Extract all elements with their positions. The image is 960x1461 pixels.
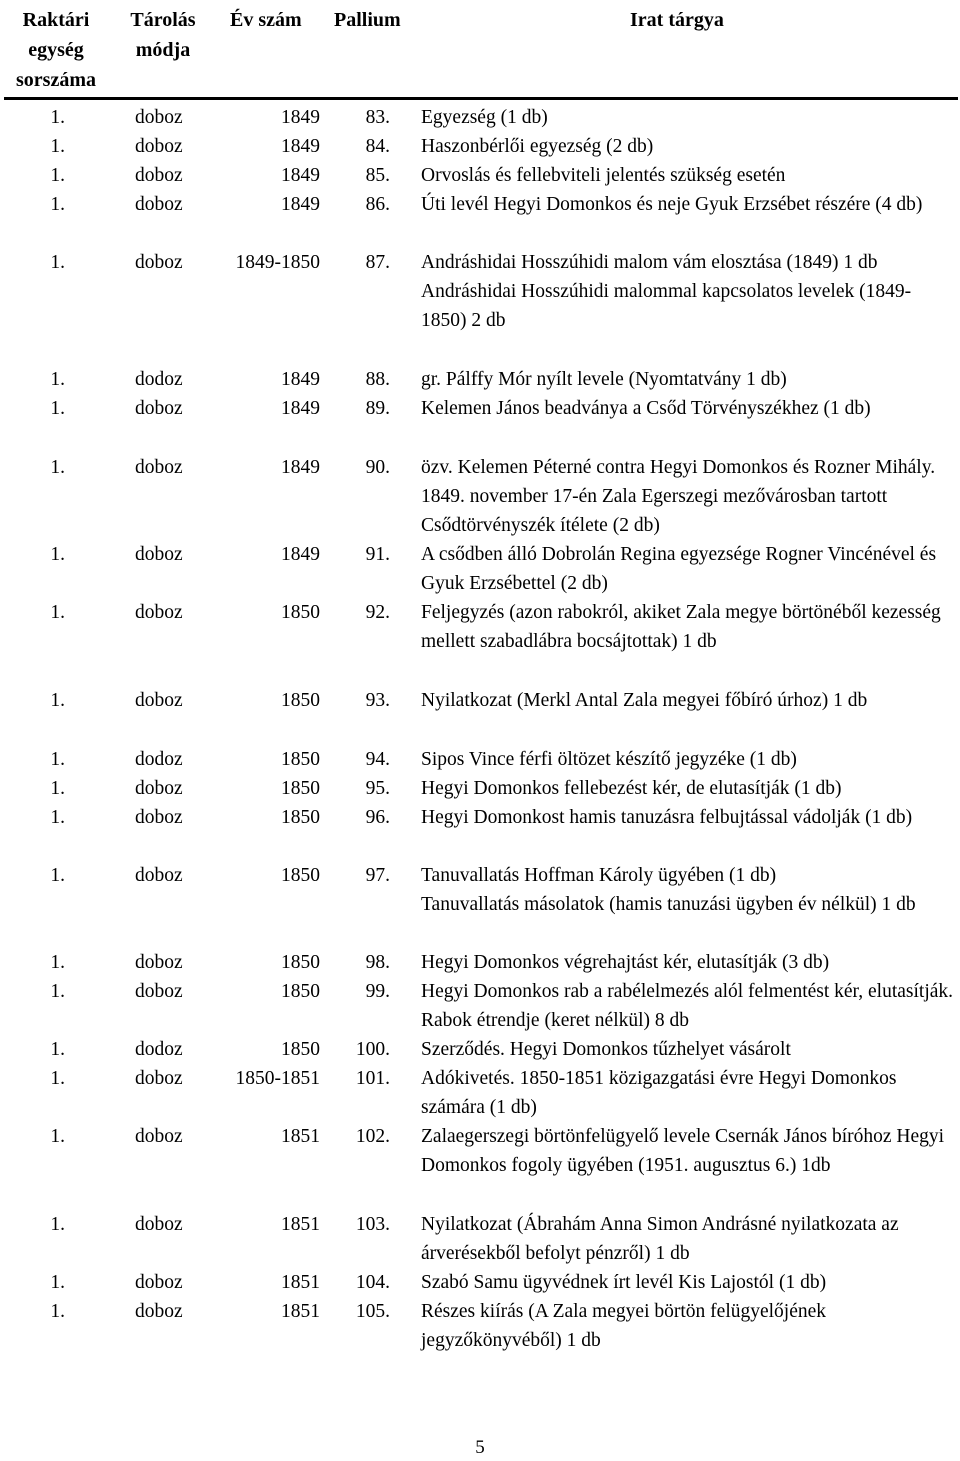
pallium-number: 102.	[355, 1126, 390, 1147]
year: 1849	[281, 457, 320, 478]
pallium-number: 104.	[355, 1272, 390, 1293]
table-row	[0, 394, 960, 423]
year: 1850	[281, 690, 320, 711]
table-row	[0, 365, 960, 394]
year: 1851	[281, 1301, 320, 1322]
document-subject	[421, 977, 956, 1035]
unit-number: 1.	[50, 1068, 65, 1089]
unit-number: 1.	[50, 1301, 65, 1322]
subject-line: Nyilatkozat (Ábrahám Anna Simon Andrásné nyilatkozata az árverésekből befolyt pénzről) 1 db	[421, 1214, 899, 1264]
table-row	[0, 1122, 960, 1180]
subject-line: Zalaegerszegi börtönfelügyelő levele Csernák János bíróhoz Hegyi Domonkos fogoly ügyében (1951. augusztus 6.) 1db	[421, 1126, 945, 1176]
document-subject	[421, 1210, 956, 1268]
storage-method: doboz	[135, 690, 183, 711]
unit-number: 1.	[50, 749, 65, 770]
pallium-number: 93.	[365, 690, 390, 711]
document-subject	[421, 1035, 956, 1064]
subject-line: Andráshidai Hosszúhidi malommal kapcsolatos levelek (1849-1850) 2 db	[421, 281, 912, 331]
pallium-number: 91.	[365, 544, 390, 565]
table-row	[0, 1210, 960, 1268]
subject-line: Hegyi Domonkos rab a rabélelmezés alól felmentést kér, elutasítják. Rabok étrendje (keret nélkül) 8 db	[421, 981, 954, 1031]
year: 1851	[281, 1214, 320, 1235]
unit-number: 1.	[50, 398, 65, 419]
unit-number: 1.	[50, 107, 65, 128]
unit-number: 1.	[50, 981, 65, 1002]
unit-number: 1.	[50, 1039, 65, 1060]
pallium-number: 99.	[365, 981, 390, 1002]
subject-line: Tanuvallatás másolatok (hamis tanuzási ügyben év nélkül) 1 db	[421, 894, 916, 915]
pallium-number: 100.	[355, 1039, 390, 1060]
year: 1849	[281, 544, 320, 565]
storage-method: dodoz	[135, 749, 183, 770]
pallium-number: 96.	[365, 807, 390, 828]
year: 1850	[281, 749, 320, 770]
unit-number: 1.	[50, 1214, 65, 1235]
storage-method: doboz	[135, 136, 183, 157]
table-header	[0, 0, 960, 100]
year: 1850	[281, 952, 320, 973]
subject-line: Szerződés. Hegyi Domonkos tűzhelyet vásárolt	[421, 1039, 791, 1060]
subject-line: Adókivetés. 1850-1851 közigazgatási évre Hegyi Domonkos számára (1 db)	[421, 1068, 897, 1118]
subject-line: Szabó Samu ügyvédnek írt levél Kis Lajostól (1 db)	[421, 1272, 827, 1293]
document-subject	[421, 1268, 956, 1297]
unit-number: 1.	[50, 690, 65, 711]
table-row	[0, 774, 960, 803]
subject-line: Sipos Vince férfi öltözet készítő jegyzéke (1 db)	[421, 749, 797, 770]
year: 1850	[281, 778, 320, 799]
unit-number: 1.	[50, 865, 65, 886]
storage-method: doboz	[135, 107, 183, 128]
table-row	[0, 977, 960, 1035]
unit-number: 1.	[50, 252, 65, 273]
subject-line: Feljegyzés (azon rabokról, akiket Zala megye börtönéből kezesség mellett szabadlábra bocsájtottak) 1 db	[421, 602, 941, 652]
storage-method: doboz	[135, 1214, 183, 1235]
document-subject	[421, 161, 956, 190]
document-subject	[421, 1297, 956, 1355]
year: 1850	[281, 981, 320, 1002]
document-subject	[421, 803, 956, 832]
document-subject	[421, 1122, 956, 1180]
subject-line: Hegyi Domonkos végrehajtást kér, elutasítják (3 db)	[421, 952, 830, 973]
pallium-number: 87.	[365, 252, 390, 273]
year: 1850	[281, 807, 320, 828]
table-row	[0, 190, 960, 248]
pallium-number: 86.	[365, 194, 390, 215]
unit-number: 1.	[50, 778, 65, 799]
subject-line: Egyezség (1 db)	[421, 107, 548, 128]
storage-method: doboz	[135, 544, 183, 565]
table-body	[0, 103, 960, 1355]
storage-method: doboz	[135, 1301, 183, 1322]
storage-method: doboz	[135, 252, 183, 273]
pallium-number: 92.	[365, 602, 390, 623]
year: 1849	[281, 136, 320, 157]
table-row	[0, 686, 960, 715]
storage-method: doboz	[135, 1126, 183, 1147]
unit-number: 1.	[50, 1126, 65, 1147]
pallium-number: 97.	[365, 865, 390, 886]
year: 1849	[281, 369, 320, 390]
storage-method: doboz	[135, 778, 183, 799]
subject-line: Hegyi Domonkos fellebezést kér, de elutasítják (1 db)	[421, 778, 842, 799]
document-subject	[421, 103, 956, 132]
pallium-number: 89.	[365, 398, 390, 419]
pallium-number: 101.	[355, 1068, 390, 1089]
subject-line: Tanuvallatás Hoffman Károly ügyében (1 db)	[421, 865, 777, 886]
subject-line: Nyilatkozat (Merkl Antal Zala megyei főbíró úrhoz) 1 db	[421, 690, 868, 711]
table-row	[0, 1268, 960, 1297]
table-row	[0, 861, 960, 948]
table-row	[0, 103, 960, 132]
document-subject	[421, 540, 956, 598]
year: 1851	[281, 1126, 320, 1147]
subject-line: Úti levél Hegyi Domonkos és neje Gyuk Erzsébet részére (4 db)	[421, 194, 923, 215]
subject-line: Hegyi Domonkost hamis tanuzásra felbujtással vádolják (1 db)	[421, 807, 913, 828]
subject-line: Részes kiírás (A Zala megyei börtön felügyelőjének jegyzőkönyvéből) 1 db	[421, 1301, 827, 1351]
subject-line: Haszonbérlői egyezség (2 db)	[421, 136, 654, 157]
document-subject	[421, 190, 956, 219]
document-subject	[421, 394, 956, 423]
year: 1851	[281, 1272, 320, 1293]
pallium-number: 90.	[365, 457, 390, 478]
document-subject	[421, 1064, 956, 1122]
unit-number: 1.	[50, 136, 65, 157]
document-subject	[421, 745, 956, 774]
subject-line: A csődben álló Dobrolán Regina egyezsége Rogner Vincénével és Gyuk Erzsébettel (2 db)	[421, 544, 937, 594]
unit-number: 1.	[50, 165, 65, 186]
table-row	[0, 1297, 960, 1355]
subject-line: özv. Kelemen Péterné contra Hegyi Domonkos és Rozner Mihály. 1849. november 17-én Zala Egerszegi mezővárosban tartott Csődtörvényszék ítélete (2 db)	[421, 457, 936, 536]
storage-method: doboz	[135, 807, 183, 828]
header-document-subject: Irat tárgya	[630, 9, 724, 31]
pallium-number: 95.	[365, 778, 390, 799]
storage-method: doboz	[135, 602, 183, 623]
pallium-number: 84.	[365, 136, 390, 157]
subject-line: Kelemen János beadványa a Csőd Törvényszékhez (1 db)	[421, 398, 871, 419]
header-year: Év szám	[230, 9, 302, 31]
year: 1850	[281, 602, 320, 623]
table-row	[0, 598, 960, 656]
pallium-number: 98.	[365, 952, 390, 973]
year: 1850	[281, 1039, 320, 1060]
year: 1849	[281, 398, 320, 419]
pallium-number: 88.	[365, 369, 390, 390]
unit-number: 1.	[50, 544, 65, 565]
unit-number: 1.	[50, 369, 65, 390]
storage-method: doboz	[135, 457, 183, 478]
pallium-number: 105.	[355, 1301, 390, 1322]
year: 1850	[281, 865, 320, 886]
unit-number: 1.	[50, 602, 65, 623]
header-storage-method: Tárolás módja	[130, 9, 196, 61]
storage-method: dodoz	[135, 369, 183, 390]
year: 1850-1851	[235, 1068, 320, 1089]
year: 1849-1850	[235, 252, 320, 273]
storage-method: doboz	[135, 1068, 183, 1089]
document-subject	[421, 774, 956, 803]
unit-number: 1.	[50, 807, 65, 828]
pallium-number: 83.	[365, 107, 390, 128]
header-unit-number: Raktári egység sorszáma	[16, 9, 96, 91]
subject-line: gr. Pálffy Mór nyílt levele (Nyomtatvány 1 db)	[421, 369, 787, 390]
document-subject	[421, 861, 956, 919]
header-pallium: Pallium	[334, 9, 401, 31]
year: 1849	[281, 194, 320, 215]
storage-method: doboz	[135, 165, 183, 186]
table-row	[0, 248, 960, 335]
pallium-number: 94.	[365, 749, 390, 770]
storage-method: doboz	[135, 952, 183, 973]
document-subject	[421, 686, 956, 715]
pallium-number: 103.	[355, 1214, 390, 1235]
table-row	[0, 1064, 960, 1122]
table-row	[0, 161, 960, 190]
table-row	[0, 453, 960, 540]
document-subject	[421, 365, 956, 394]
storage-method: doboz	[135, 865, 183, 886]
document-subject	[421, 132, 956, 161]
document-subject	[421, 453, 956, 540]
page-number: 5	[475, 1437, 485, 1458]
table-row	[0, 745, 960, 774]
document-subject	[421, 948, 956, 977]
table-row	[0, 132, 960, 161]
unit-number: 1.	[50, 457, 65, 478]
subject-line: Andráshidai Hosszúhidi malom vám elosztása (1849) 1 db	[421, 252, 878, 273]
unit-number: 1.	[50, 1272, 65, 1293]
header-divider	[4, 97, 958, 100]
storage-method: doboz	[135, 1272, 183, 1293]
pallium-number: 85.	[365, 165, 390, 186]
storage-method: doboz	[135, 194, 183, 215]
unit-number: 1.	[50, 952, 65, 973]
storage-method: doboz	[135, 981, 183, 1002]
document-subject	[421, 248, 956, 335]
unit-number: 1.	[50, 194, 65, 215]
table-row	[0, 1035, 960, 1064]
year: 1849	[281, 107, 320, 128]
table-row	[0, 948, 960, 977]
year: 1849	[281, 165, 320, 186]
storage-method: dodoz	[135, 1039, 183, 1060]
table-row	[0, 803, 960, 861]
table-row	[0, 540, 960, 598]
subject-line: Orvoslás és fellebviteli jelentés szükség esetén	[421, 165, 786, 186]
storage-method: doboz	[135, 398, 183, 419]
document-subject	[421, 598, 956, 656]
